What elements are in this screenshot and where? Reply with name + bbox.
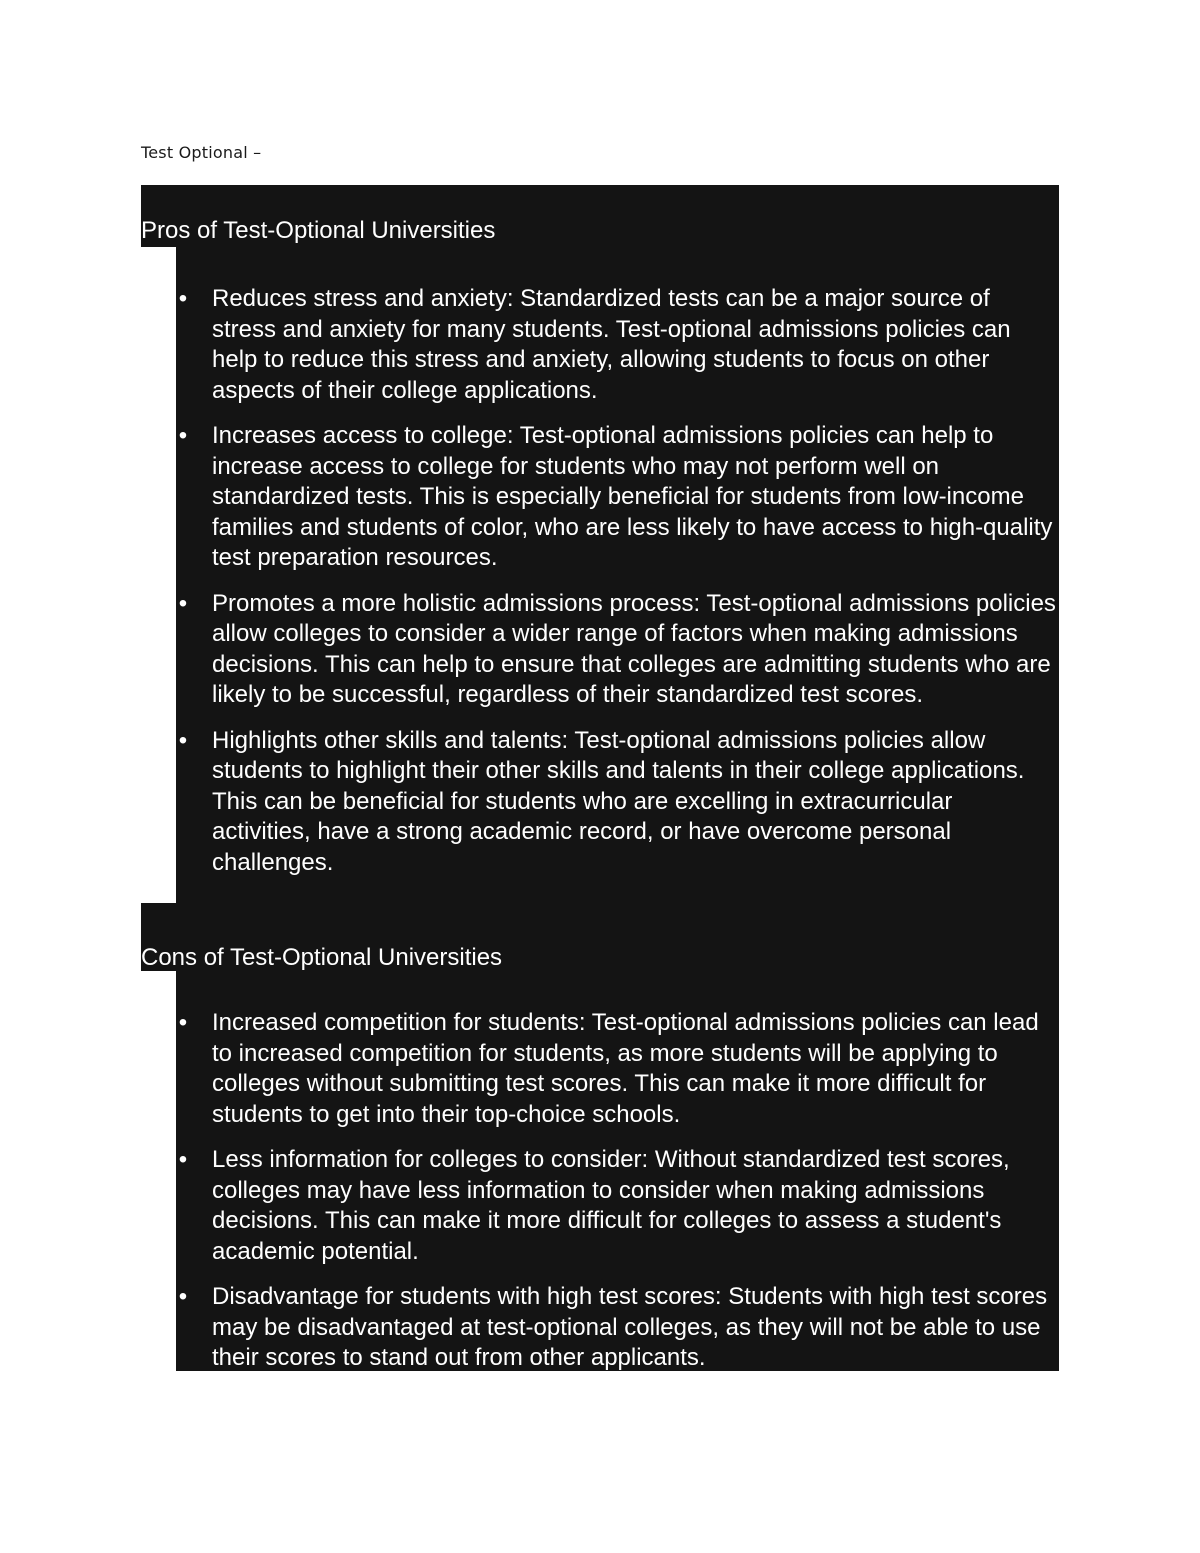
pros-heading: Pros of Test-Optional Universities (141, 185, 1059, 247)
list-item (176, 421, 1059, 574)
list-item-text: Increased competition for students: Test-optional admissions policies can lead to increased competition for students, as more students will be applying to colleges without submitting test scores. This can make it more difficult for students to get into their top-choice schools. (212, 1009, 1039, 1128)
list-item (176, 589, 1059, 711)
list-item (176, 1282, 1059, 1374)
list-item-text: Highlights other skills and talents: Test-optional admissions policies allow students to highlight their other skills and talents in their college applications. This can be beneficial for students who are excelling in extracurricular activities, have a strong academic record, or have overcome personal challenges. (212, 726, 1025, 876)
list-item (176, 726, 1059, 879)
list-item-text: Disadvantage for students with high test scores: Students with high test scores may be disadvantaged at test-optional colleges, as they will not be able to use their scores to stand out from other applicants. (212, 1283, 1048, 1371)
list-item-text: Promotes a more holistic admissions process: Test-optional admissions policies allow colleges to consider a wider range of factors when making admissions decisions. This can help to ensure that colleges are admitting students who are likely to be successful, regardless of their standardized test scores. (212, 589, 1056, 708)
bullet-icon: • (178, 726, 188, 754)
list-item-text: Reduces stress and anxiety: Standardized tests can be a major source of stress and anxiety for many students. Test-optional admissions policies can help to reduce this stress and anxiety, allowing students to focus on other aspects of their college applications. (212, 285, 1011, 404)
bullet-icon: • (178, 1009, 188, 1036)
list-item-text: Increases access to college: Test-optional admissions policies can help to increase access to college for students who may not perform well on standardized tests. This is especially beneficial for students from low-income families and students of color, who are less likely to have access to high-quality test preparation resources. (212, 422, 1053, 571)
bullet-icon: • (178, 589, 188, 617)
bullet-icon: • (178, 1146, 188, 1173)
list-item-text: Less information for colleges to consider: Without standardized test scores, colleges may have less information to consider when making admissions decisions. This can make it more difficult for colleges to assess a student's academic potential. (212, 1146, 1010, 1265)
page-heading: Test Optional – (141, 143, 262, 162)
cons-heading: Cons of Test-Optional Universities (141, 903, 1059, 971)
list-item (176, 284, 1059, 406)
list-item (176, 1145, 1059, 1267)
list-item (176, 1008, 1059, 1130)
bullet-icon: • (178, 1283, 188, 1310)
bullet-icon: • (178, 285, 188, 312)
bullet-icon: • (178, 422, 188, 449)
pros-list (176, 247, 1059, 903)
cons-list (176, 971, 1059, 1371)
